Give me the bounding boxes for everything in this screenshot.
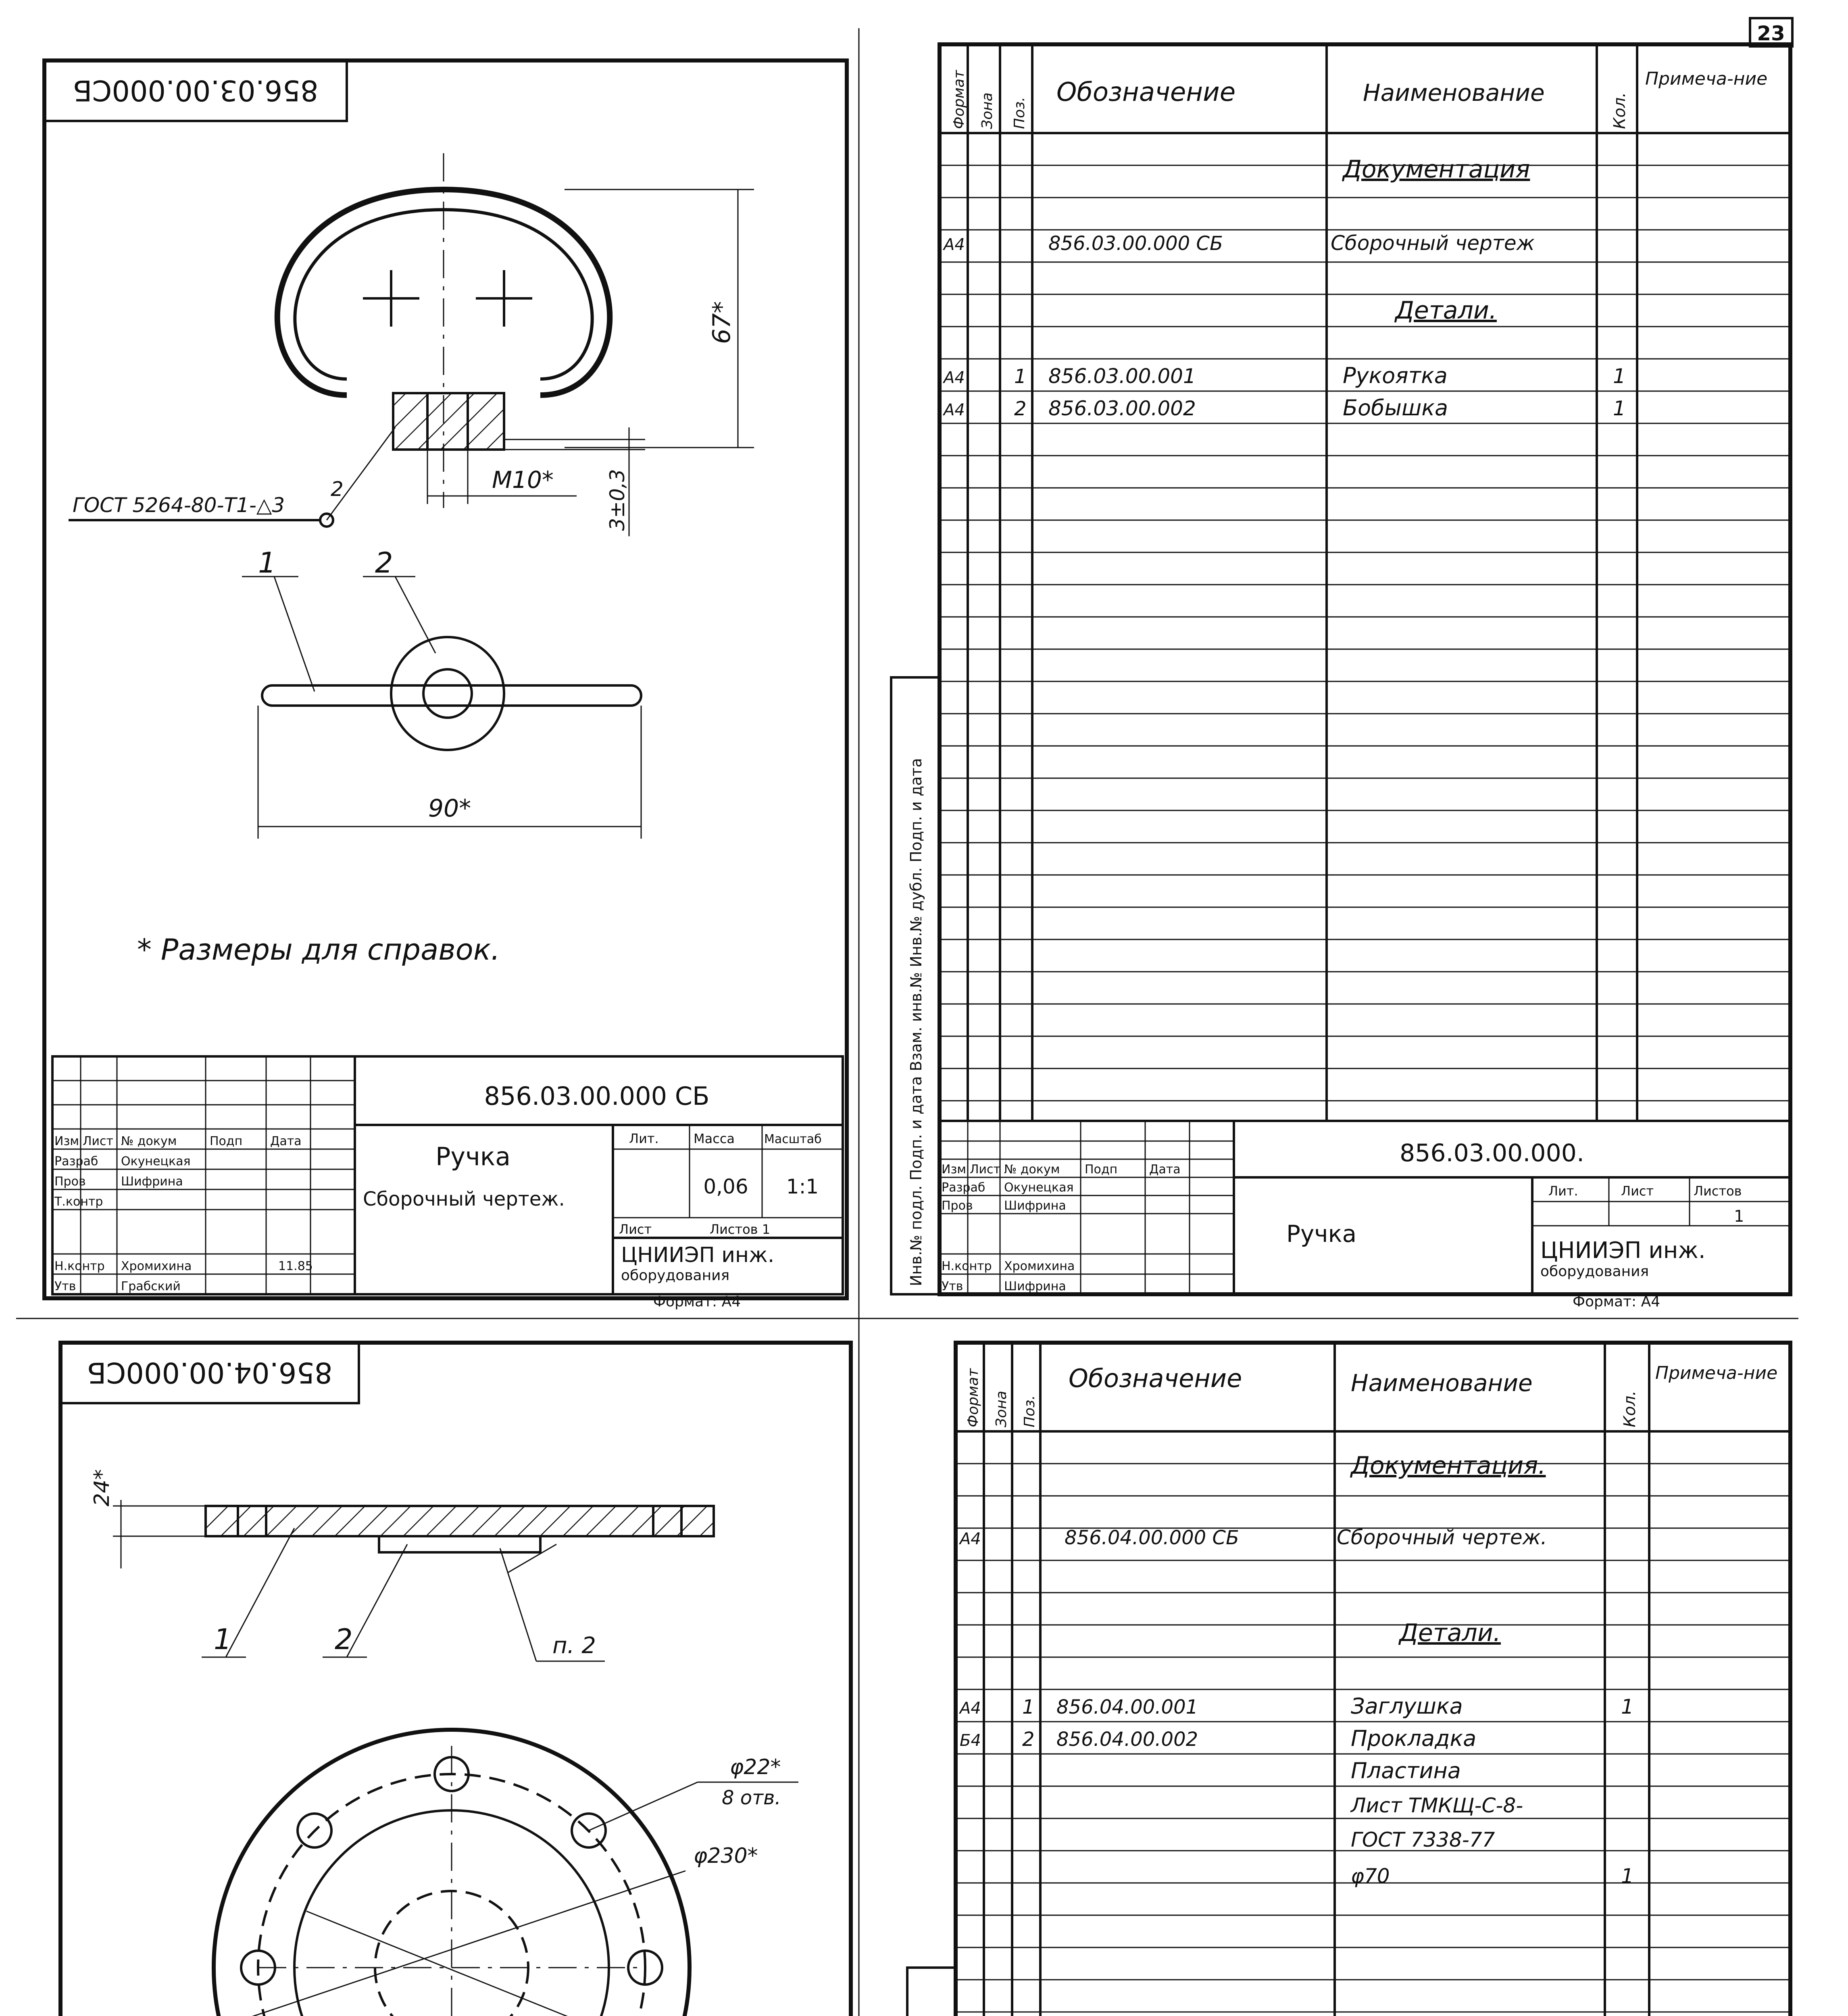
sheet2-mirrored-code: 856.04.00.000СБ	[87, 1356, 333, 1389]
svg-text:Листов 1: Листов 1	[710, 1222, 771, 1237]
handle-side-view	[242, 546, 641, 839]
svg-text:Лист: Лист	[83, 1134, 114, 1148]
svg-text:Лит.: Лит.	[1548, 1183, 1578, 1199]
svg-text:Кол.: Кол.	[1621, 1390, 1639, 1427]
svg-text:11.85: 11.85	[278, 1259, 313, 1273]
svg-text:Поз.: Поз.	[1011, 97, 1028, 129]
svg-text:А4: А4	[960, 1699, 981, 1718]
svg-text:Сборочный чертеж.: Сборочный чертеж.	[1337, 1526, 1547, 1549]
sheet1-leader-1: 1	[258, 546, 276, 579]
svg-text:Разраб: Разраб	[942, 1181, 985, 1195]
page-number: 23	[1757, 22, 1785, 45]
svg-text:Разраб: Разраб	[54, 1154, 98, 1168]
svg-text:Пров: Пров	[942, 1199, 973, 1213]
svg-text:Сборочный чертеж: Сборочный чертеж	[1331, 231, 1535, 255]
svg-text:Масса: Масса	[694, 1131, 735, 1146]
spec1-title: Ручка	[1286, 1220, 1357, 1248]
cover-section-view	[90, 1469, 714, 1661]
svg-text:Зона: Зона	[979, 92, 996, 129]
sheet1-weld-note: ГОСТ 5264-80-Т1-△3	[73, 494, 285, 517]
svg-text:Лист: Лист	[1621, 1183, 1654, 1199]
svg-text:А4: А4	[944, 235, 965, 254]
svg-text:Формат: А4: Формат: А4	[653, 1293, 741, 1310]
svg-text:Бобышка: Бобышка	[1343, 395, 1448, 421]
svg-text:Поз.: Поз.	[1021, 1395, 1038, 1427]
svg-text:Примеча-ние: Примеча-ние	[1655, 1363, 1778, 1383]
sheet1-leader-2: 2	[375, 546, 393, 579]
svg-text:2: 2	[1014, 398, 1027, 420]
sheet1-weld-leader: 2	[331, 477, 344, 501]
sheet1-title: Ручка	[435, 1142, 511, 1171]
svg-text:Лист: Лист	[619, 1222, 652, 1237]
spec2-section-docs: Документация.	[1351, 1452, 1546, 1480]
svg-text:1: 1	[1014, 365, 1027, 388]
svg-text:Пров: Пров	[54, 1175, 86, 1189]
svg-text:1: 1	[1022, 1696, 1035, 1718]
svg-text:1: 1	[1613, 364, 1626, 388]
svg-text:Н.контр: Н.контр	[942, 1259, 992, 1273]
svg-text:Хромихина: Хромихина	[1004, 1259, 1075, 1273]
svg-text:1: 1	[1621, 1864, 1634, 1888]
spec1-section-details: Детали.	[1395, 296, 1497, 325]
svg-text:А4: А4	[944, 401, 965, 419]
svg-text:Инв.№ подл. Подп. и дата Вза: Инв.№ подл. Подп. и дата Взам. инв.№ Инв.№ дубл. Подп. и дата	[907, 758, 925, 1286]
spec1-header-name: Наименование	[1363, 79, 1545, 106]
svg-text:№ докум: № докум	[1004, 1162, 1060, 1177]
svg-text:Окунецкая: Окунецкая	[1004, 1181, 1074, 1195]
sheet2-leader-p2: п. 2	[552, 1633, 596, 1659]
svg-text:Т.контр: Т.контр	[54, 1195, 103, 1209]
svg-text:Б4: Б4	[960, 1731, 981, 1750]
svg-text:Пластина: Пластина	[1351, 1758, 1461, 1783]
spec1-grid	[940, 165, 1790, 1101]
svg-text:856.03.00.001: 856.03.00.001	[1048, 364, 1196, 388]
svg-text:Изм: Изм	[942, 1162, 967, 1177]
sheet1-dim-height: 67*	[708, 301, 736, 344]
spec1-header-designation: Обозначение	[1056, 77, 1236, 107]
sheet2-dim-thick: 24*	[90, 1469, 114, 1507]
svg-text:856.03.00.002: 856.03.00.002	[1048, 397, 1196, 420]
spec1-title-code: 856.03.00.000.	[1399, 1139, 1585, 1167]
spec2-section-details: Детали.	[1399, 1619, 1501, 1647]
svg-text:Н.контр: Н.контр	[54, 1259, 105, 1273]
svg-text:Прокладка: Прокладка	[1351, 1726, 1477, 1751]
svg-text:Формат: Формат	[965, 1368, 981, 1427]
svg-text:ГОСТ 7338-77: ГОСТ 7338-77	[1351, 1828, 1495, 1851]
svg-text:Рукоятка: Рукоятка	[1343, 363, 1448, 388]
svg-text:Дата: Дата	[270, 1134, 302, 1148]
sheet1-title-block	[52, 1056, 843, 1310]
spec1-section-docs: Документация	[1343, 155, 1530, 183]
svg-text:Шифрина: Шифрина	[121, 1175, 183, 1189]
spec2-header-name: Наименование	[1351, 1369, 1533, 1397]
sheet1-drawing	[44, 60, 847, 1310]
svg-text:Дата: Дата	[1149, 1162, 1181, 1177]
svg-text:1: 1	[1621, 1695, 1634, 1718]
sheet1-org: ЦНИИЭП инж.	[621, 1243, 775, 1267]
svg-text:Примеча-ние: Примеча-ние	[1645, 69, 1768, 89]
svg-text:Зона: Зона	[993, 1391, 1010, 1427]
svg-text:Лист ТМКЩ-С-8-: Лист ТМКЩ-С-8-	[1351, 1794, 1523, 1817]
handle-top-view	[69, 153, 754, 536]
svg-text:Подп: Подп	[210, 1134, 243, 1148]
sheet1-subtitle: Сборочный чертеж.	[363, 1188, 565, 1210]
svg-text:Хромихина: Хромихина	[121, 1259, 192, 1273]
svg-text:оборудования: оборудования	[1540, 1263, 1649, 1280]
spec2-header-designation: Обозначение	[1069, 1364, 1242, 1393]
svg-text:Утв: Утв	[942, 1279, 963, 1293]
svg-text:Масштаб: Масштаб	[764, 1132, 822, 1146]
svg-text:856.04.00.002: 856.04.00.002	[1056, 1728, 1198, 1751]
svg-text:8 отв.: 8 отв.	[722, 1787, 781, 1809]
svg-text:1: 1	[1734, 1207, 1744, 1226]
sheet1-mirrored-code: 856.03.00.000СБ	[73, 74, 319, 107]
svg-text:А4: А4	[960, 1530, 981, 1548]
svg-text:856.04.00.001: 856.04.00.001	[1056, 1696, 1198, 1718]
svg-text:Шифрина: Шифрина	[1004, 1199, 1066, 1213]
svg-text:Шифрина: Шифрина	[1004, 1279, 1066, 1293]
svg-text:Формат: Формат	[951, 70, 967, 129]
page-number-box	[1750, 18, 1792, 46]
svg-text:Изм: Изм	[54, 1134, 79, 1148]
spec1-sheet	[891, 44, 1790, 1310]
svg-text:1: 1	[1613, 397, 1626, 420]
cover-plan-view	[214, 1730, 798, 2016]
svg-text:Заглушка: Заглушка	[1351, 1693, 1463, 1719]
svg-text:Кол.: Кол.	[1610, 92, 1629, 129]
sheet2-dim-holes: φ22*	[730, 1755, 781, 1779]
svg-text:856.03.00.000 СБ: 856.03.00.000 СБ	[1048, 232, 1223, 255]
sheet1-mass: 0,06	[703, 1175, 748, 1198]
svg-text:2: 2	[1022, 1728, 1035, 1751]
svg-text:А4: А4	[944, 369, 965, 387]
spec1-title-block	[940, 1121, 1790, 1310]
svg-text:оборудования: оборудования	[621, 1267, 730, 1284]
svg-text:Утв: Утв	[54, 1279, 76, 1293]
sheet1-title-code: 856.03.00.000 СБ	[484, 1081, 710, 1111]
sheet2-leader-2: 2	[335, 1623, 353, 1656]
sheet1-note: * Размеры для справок.	[137, 933, 500, 966]
svg-text:Грабский: Грабский	[121, 1279, 181, 1293]
sheet1-dim-length: 90*	[428, 794, 471, 823]
sheet2-leader-1: 1	[214, 1623, 232, 1656]
spec1-org: ЦНИИЭП инж.	[1540, 1237, 1706, 1264]
sheet2-drawing	[60, 1343, 851, 2016]
svg-text:Окунецкая: Окунецкая	[121, 1154, 191, 1168]
sheet2-dim-pcd: φ230*	[694, 1844, 758, 1868]
sheet1-dim-gap: 3±0,3	[606, 469, 629, 531]
svg-text:Лист: Лист	[970, 1162, 1001, 1177]
svg-text:φ70: φ70	[1351, 1864, 1390, 1888]
svg-text:№ докум: № докум	[121, 1134, 177, 1148]
svg-text:Лит.: Лит.	[629, 1131, 659, 1146]
svg-text:Подп: Подп	[1085, 1162, 1118, 1177]
sheet1-scale: 1:1	[786, 1175, 819, 1198]
spec2-sheet	[907, 1343, 1790, 2016]
svg-text:856.04.00.000 СБ: 856.04.00.000 СБ	[1065, 1527, 1239, 1549]
svg-text:Формат: А4: Формат: А4	[1573, 1293, 1660, 1310]
sheet1-dim-thread: М10*	[492, 466, 554, 494]
svg-text:Листов: Листов	[1694, 1183, 1742, 1199]
